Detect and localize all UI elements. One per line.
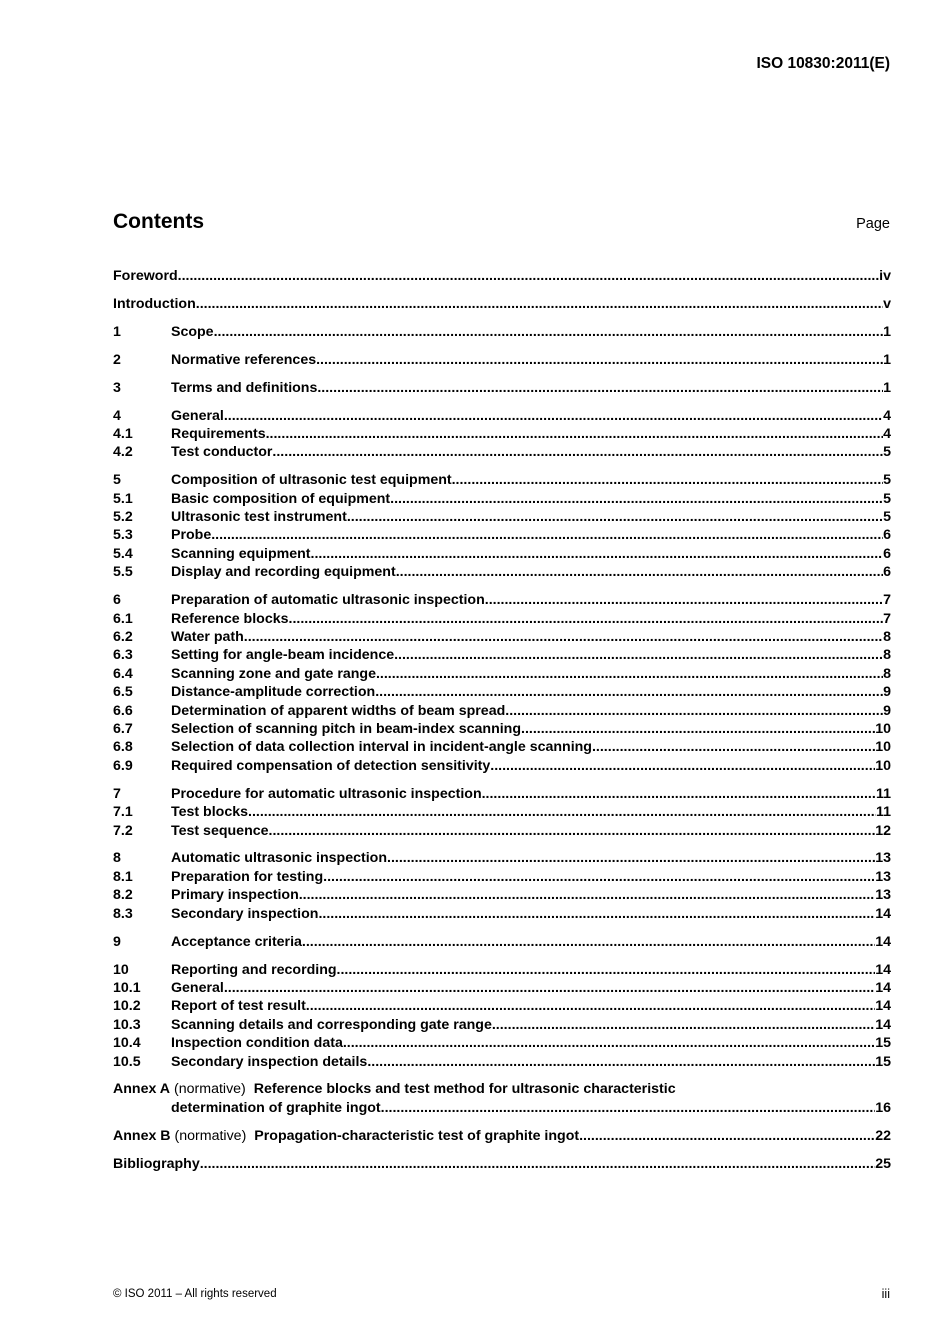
toc-entry[interactable] [113, 886, 891, 904]
toc-entry[interactable] [113, 508, 891, 526]
toc-entry-page: 7 [883, 592, 891, 609]
toc-entry-page: 10 [875, 721, 891, 738]
leader-dots [485, 591, 883, 609]
leader-dots [579, 1127, 875, 1145]
toc-entry-page: v [883, 295, 891, 312]
toc-entry-title: Report of test result [171, 998, 306, 1015]
toc-bibliography[interactable] [113, 1155, 891, 1173]
annex-b-label: Annex B [113, 1127, 171, 1144]
toc-entry-title: Display and recording equipment [171, 564, 396, 581]
toc-entry-page: 14 [875, 961, 891, 978]
toc-entry[interactable] [113, 526, 891, 544]
toc-entry-title: Scanning zone and gate range [171, 665, 376, 682]
toc-entry-page: 5 [883, 509, 891, 526]
leader-dots [244, 628, 883, 646]
toc-entry-page: 1 [883, 379, 891, 396]
toc-entry-title: Primary inspection [171, 887, 299, 904]
toc-entry-page: 8 [883, 629, 891, 645]
leader-dots [214, 323, 884, 341]
leader-dots [178, 267, 880, 285]
toc-entry-number: 10.1 [113, 979, 141, 996]
toc-entry-number: 3 [113, 379, 121, 396]
toc-entry-number: 8.1 [113, 868, 133, 885]
toc-entry-page: 14 [875, 905, 891, 922]
toc-entry-title: Preparation for testing [171, 868, 324, 885]
leader-dots [306, 997, 875, 1015]
toc-entry-page: 15 [875, 1053, 891, 1070]
toc-entry-number: 9 [113, 933, 121, 950]
annex-a-page: 16 [875, 1099, 891, 1116]
leader-dots [381, 1099, 876, 1117]
toc-entry[interactable] [113, 591, 891, 609]
toc-entry-title: Procedure for automatic ultrasonic inspection [171, 785, 482, 802]
toc-entry-page: 14 [875, 933, 891, 950]
toc-annex-a[interactable] [113, 1080, 891, 1117]
leader-dots [396, 563, 883, 581]
table-of-contents [113, 267, 891, 1173]
toc-entry-number: 8.3 [113, 905, 133, 922]
toc-entry-title: Normative references [171, 351, 317, 368]
annex-a-title-line2: determination of graphite ingot [171, 1099, 381, 1116]
toc-entry[interactable] [113, 1053, 891, 1071]
leader-dots [200, 1155, 876, 1173]
annex-b-page: 22 [875, 1127, 891, 1144]
leader-dots [367, 1053, 875, 1071]
toc-entry-title: Inspection condition data [171, 1035, 343, 1052]
toc-entry-title: Test conductor [171, 444, 273, 461]
leader-dots [490, 757, 875, 775]
toc-entry-title: General [171, 979, 224, 996]
toc-entry-title: Introduction [113, 295, 196, 312]
toc-entry-number: 6.3 [113, 647, 133, 664]
leader-dots [505, 702, 883, 720]
toc-entry-title: Foreword [113, 268, 178, 284]
toc-entry-number: 6.6 [113, 702, 133, 719]
toc-entry-page: 15 [875, 1035, 891, 1052]
toc-entry-page: 6 [883, 545, 891, 562]
toc-entry-title: Automatic ultrasonic inspection [171, 850, 387, 867]
leader-dots [375, 683, 883, 701]
leader-dots [289, 610, 884, 628]
toc-entry-title: Reporting and recording [171, 961, 337, 978]
toc-entry[interactable] [113, 933, 891, 951]
annex-a-title-line1: Reference blocks and test method for ultrasonic characteristic [253, 1081, 676, 1098]
toc-entry-title: Determination of apparent widths of beam spread [171, 702, 506, 719]
leader-dots [452, 471, 884, 489]
toc-entry-number: 10.3 [113, 1016, 141, 1033]
annex-a-type: (normative) [174, 1081, 246, 1098]
toc-entry[interactable] [113, 425, 891, 443]
toc-entry-title: Distance-amplitude correction [171, 684, 376, 701]
toc-entry-title: Selection of scanning pitch in beam-index scanning [171, 721, 522, 738]
toc-entry-number: 5.4 [113, 545, 133, 562]
toc-entry-number: 10.4 [113, 1035, 141, 1052]
toc-entry-page: 7 [883, 610, 891, 627]
leader-dots [390, 490, 883, 508]
toc-entry[interactable] [113, 407, 891, 425]
toc-entry-number: 6.4 [113, 665, 133, 682]
leader-dots [337, 961, 876, 979]
toc-entry-page: 4 [883, 425, 891, 442]
toc-entry-page: 8 [883, 647, 891, 664]
leader-dots [316, 351, 883, 369]
toc-entry-number: 4.2 [113, 444, 133, 461]
toc-entry[interactable] [113, 443, 891, 461]
toc-entry-page: 4 [883, 407, 891, 424]
toc-entry[interactable] [113, 849, 891, 867]
toc-entry-title: Water path [171, 629, 244, 645]
leader-dots [323, 868, 875, 886]
toc-entry[interactable] [113, 351, 891, 369]
toc-entry-page: 12 [875, 822, 891, 839]
leader-dots [224, 407, 883, 425]
leader-dots [492, 1016, 875, 1034]
toc-entry-number: 4 [113, 407, 121, 424]
toc-entry-page: 5 [883, 490, 891, 507]
toc-entry-number: 6.7 [113, 721, 133, 738]
toc-entry[interactable] [113, 1016, 891, 1034]
toc-entry-number: 8 [113, 850, 121, 867]
leader-dots [211, 526, 883, 544]
annex-a-label: Annex A [113, 1081, 171, 1098]
leader-dots [248, 803, 876, 821]
page-column-label: Page [856, 216, 890, 232]
toc-entry[interactable] [113, 822, 891, 840]
toc-entry-page: 14 [875, 998, 891, 1015]
leader-dots [592, 738, 875, 756]
toc-entry-number: 7.2 [113, 822, 133, 839]
toc-entry-title: Probe [171, 527, 212, 544]
leader-dots [196, 295, 883, 313]
toc-entry-page: 14 [875, 1016, 891, 1033]
leader-dots [269, 822, 876, 840]
toc-entry[interactable] [113, 379, 891, 397]
toc-entry[interactable] [113, 323, 891, 341]
toc-entry-number: 10.2 [113, 998, 141, 1015]
toc-entry[interactable] [113, 610, 891, 628]
leader-dots [299, 886, 875, 904]
toc-entry[interactable] [113, 979, 891, 997]
toc-entry-page: 1 [883, 351, 891, 368]
document-id: ISO 10830:2011(E) [756, 55, 890, 72]
leader-dots [302, 933, 875, 951]
toc-entry-title: General [171, 407, 224, 424]
toc-entry-page: 6 [883, 527, 891, 544]
leader-dots [343, 1034, 875, 1052]
toc-entry-title: Secondary inspection details [171, 1053, 368, 1070]
toc-entry-page: 5 [883, 444, 891, 461]
toc-entry[interactable] [113, 1034, 891, 1052]
toc-entry[interactable] [113, 961, 891, 979]
annex-b-type: (normative) [174, 1127, 247, 1144]
toc-entry-title: Basic composition of equipment [171, 490, 391, 507]
toc-entry-number: 8.2 [113, 887, 133, 904]
toc-entry-page: 13 [875, 868, 891, 885]
toc-entry-title: Scanning details and corresponding gate range [171, 1016, 492, 1033]
toc-entry-page: 8 [883, 665, 891, 682]
annex-b-title: Propagation-characteristic test of graphite ingot [254, 1127, 580, 1144]
toc-entry[interactable] [113, 628, 891, 646]
leader-dots [387, 849, 875, 867]
toc-entry[interactable] [113, 905, 891, 923]
toc-entry-number: 6.9 [113, 757, 133, 774]
toc-entry-title: Selection of data collection interval in incident-angle scanning [171, 739, 592, 756]
toc-entry[interactable] [113, 868, 891, 886]
toc-entry[interactable] [113, 683, 891, 701]
leader-dots [347, 508, 883, 526]
toc-entry-number: 6.1 [113, 610, 133, 627]
toc-entry[interactable] [113, 785, 891, 803]
leader-dots [482, 785, 876, 803]
footer-page-number: iii [881, 1287, 890, 1301]
toc-entry-number: 2 [113, 351, 121, 368]
toc-entry-title: Reference blocks [171, 610, 289, 627]
toc-entry-page: iv [879, 268, 891, 284]
toc-entry-number: 1 [113, 323, 121, 340]
toc-entry[interactable] [113, 267, 891, 285]
toc-entry-number: 5 [113, 472, 121, 489]
toc-entry-number: 10.5 [113, 1053, 141, 1070]
leader-dots [317, 379, 883, 397]
toc-entry-page: 10 [875, 739, 891, 756]
toc-entry-number: 5.5 [113, 564, 133, 581]
toc-entry-page: 13 [875, 887, 891, 904]
toc-entry[interactable] [113, 702, 891, 720]
toc-entry-page: 1 [883, 323, 891, 340]
toc-entry-title: Test blocks [171, 804, 249, 821]
toc-entry[interactable] [113, 471, 891, 489]
toc-entry-number: 7 [113, 785, 121, 802]
leader-dots [311, 545, 884, 563]
leader-dots [521, 720, 875, 738]
toc-entry-number: 5.1 [113, 490, 133, 507]
toc-entry-title: Required compensation of detection sensitivity [171, 757, 491, 774]
toc-entry-number: 7.1 [113, 804, 133, 821]
toc-annex-b[interactable] [113, 1127, 891, 1145]
toc-entry-number: 5.2 [113, 509, 133, 526]
toc-entry-page: 10 [875, 757, 891, 774]
toc-entry-number: 10 [113, 961, 129, 978]
toc-entry[interactable] [113, 665, 891, 683]
bibliography-page: 25 [875, 1155, 891, 1172]
toc-entry[interactable] [113, 757, 891, 775]
toc-entry[interactable] [113, 545, 891, 563]
toc-entry-title: Terms and definitions [171, 379, 318, 396]
toc-entry[interactable] [113, 720, 891, 738]
toc-entry-title: Test sequence [171, 822, 269, 839]
toc-entry-number: 5.3 [113, 527, 133, 544]
toc-entry-title: Secondary inspection [171, 905, 319, 922]
toc-entry-title: Requirements [171, 425, 266, 442]
toc-entry[interactable] [113, 295, 891, 313]
leader-dots [376, 665, 883, 683]
toc-entry-page: 9 [883, 702, 891, 719]
toc-entry-title: Scanning equipment [171, 545, 311, 562]
leader-dots [266, 425, 884, 443]
bibliography-title: Bibliography [113, 1155, 200, 1172]
toc-groups [113, 267, 891, 1071]
toc-entry-title: Preparation of automatic ultrasonic inspection [171, 592, 485, 609]
leader-dots [224, 979, 875, 997]
toc-entry-title: Composition of ultrasonic test equipment [171, 472, 452, 489]
toc-entry-title: Setting for angle-beam incidence [171, 647, 395, 664]
contents-title: Contents [113, 210, 204, 233]
footer-copyright: © ISO 2011 – All rights reserved [113, 1288, 277, 1300]
toc-entry-page: 11 [876, 785, 891, 802]
toc-entry-number: 4.1 [113, 425, 133, 442]
toc-entry-number: 6.8 [113, 739, 133, 756]
toc-entry-page: 9 [883, 684, 891, 701]
leader-dots [318, 905, 875, 923]
toc-entry[interactable] [113, 563, 891, 581]
toc-entry-page: 6 [883, 564, 891, 581]
toc-entry-number: 6.5 [113, 684, 133, 701]
leader-dots [272, 443, 883, 461]
leader-dots [394, 646, 883, 664]
toc-entry[interactable] [113, 803, 891, 821]
toc-entry-number: 6.2 [113, 629, 133, 645]
toc-entry-title: Acceptance criteria [171, 933, 302, 950]
toc-entry[interactable] [113, 997, 891, 1015]
toc-entry-page: 14 [875, 979, 891, 996]
toc-entry[interactable] [113, 646, 891, 664]
toc-entry-title: Scope [171, 323, 214, 340]
toc-entry-number: 6 [113, 592, 121, 609]
toc-entry[interactable] [113, 490, 891, 508]
toc-entry-title: Ultrasonic test instrument [171, 509, 347, 526]
toc-entry-page: 13 [875, 850, 891, 867]
toc-entry-page: 11 [876, 804, 891, 821]
toc-entry-page: 5 [883, 472, 891, 489]
toc-entry[interactable] [113, 738, 891, 756]
